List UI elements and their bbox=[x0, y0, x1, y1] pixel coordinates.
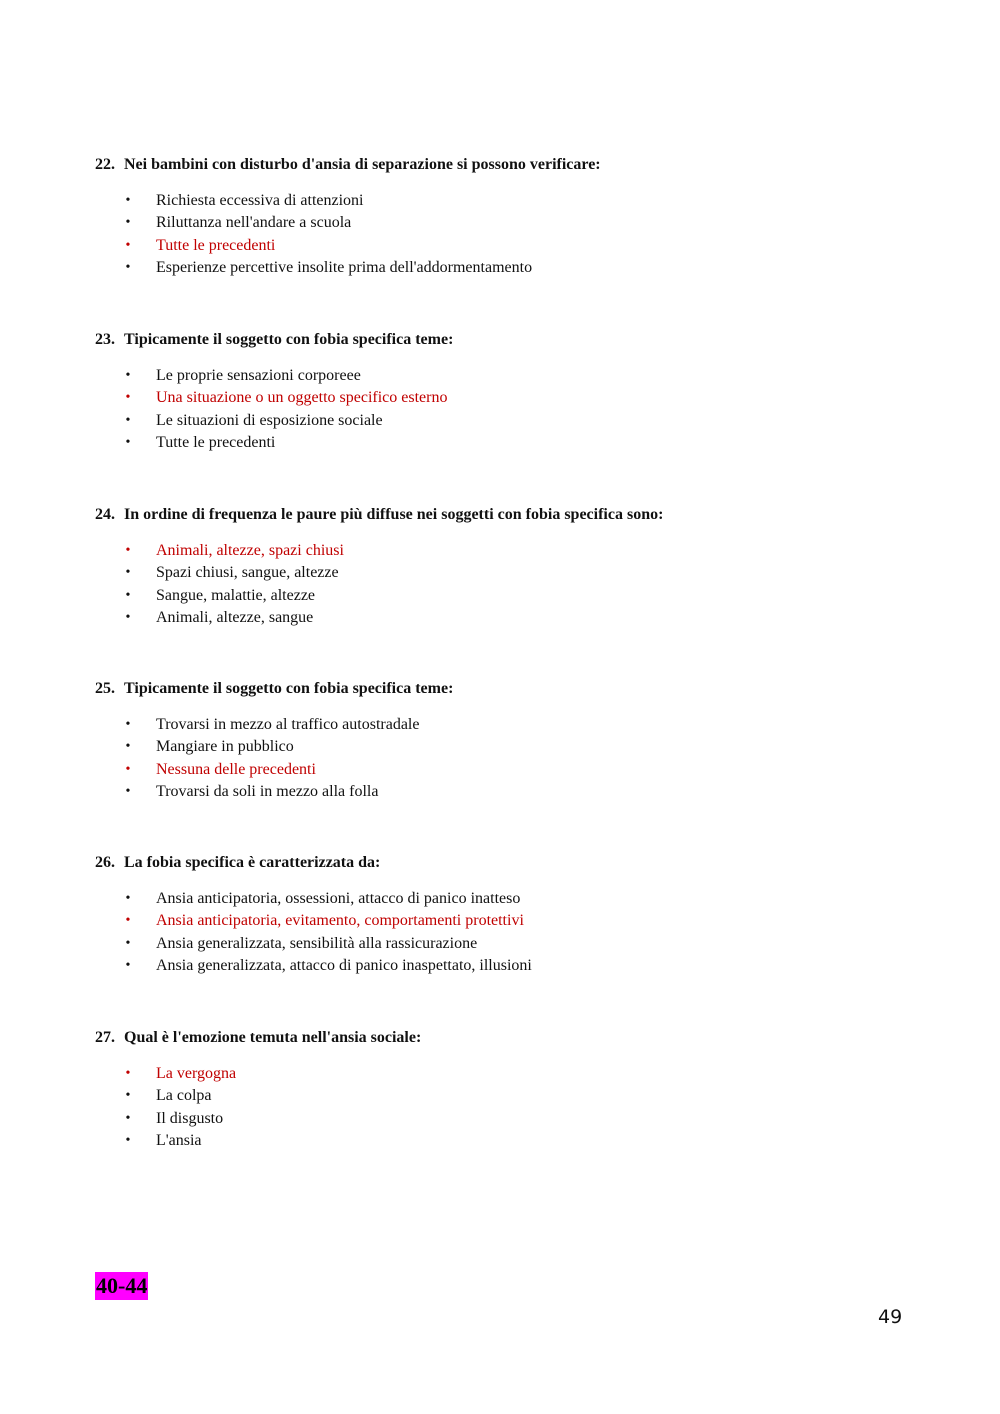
bullet-icon: • bbox=[125, 390, 131, 406]
answer-item-correct bbox=[95, 910, 915, 932]
question-text: Nei bambini con disturbo d'ansia di separazione si possono verificare: bbox=[124, 156, 601, 173]
question-number: 25. bbox=[95, 680, 115, 697]
answer-text: Nessuna delle precedenti bbox=[156, 760, 316, 778]
answer-item bbox=[95, 714, 915, 736]
question-title bbox=[95, 1028, 915, 1048]
bullet-icon: • bbox=[125, 783, 131, 799]
bullet-icon: • bbox=[125, 957, 131, 973]
page-number: 49 bbox=[878, 1306, 903, 1328]
question-number: 24. bbox=[95, 506, 115, 523]
answer-text: La vergogna bbox=[156, 1065, 237, 1082]
bullet-icon: • bbox=[125, 609, 131, 625]
answer-item bbox=[95, 955, 915, 977]
answer-item bbox=[95, 190, 915, 212]
answer-item bbox=[95, 736, 915, 758]
answer-item-correct bbox=[95, 235, 915, 257]
question-number: 23. bbox=[95, 331, 115, 348]
bullet-icon: • bbox=[125, 193, 131, 208]
question-title bbox=[95, 155, 915, 175]
bullet-icon: • bbox=[125, 565, 131, 581]
answer-text: Mangiare in pubblico bbox=[156, 738, 294, 756]
question-title bbox=[95, 505, 915, 525]
range-highlight-tag: 40-44 bbox=[96, 1273, 148, 1298]
bullet-icon: • bbox=[125, 259, 131, 275]
answer-list bbox=[95, 1063, 915, 1152]
question-24 bbox=[95, 505, 915, 629]
bullet-icon: • bbox=[125, 434, 131, 450]
bullet-icon: • bbox=[125, 913, 131, 929]
answer-text: Trovarsi da soli in mezzo alla folla bbox=[156, 782, 379, 800]
bullet-icon: • bbox=[125, 368, 131, 383]
answer-item bbox=[95, 562, 915, 584]
answer-item bbox=[95, 1130, 915, 1152]
question-title bbox=[95, 853, 915, 873]
answer-item-correct bbox=[95, 540, 915, 562]
bullet-icon: • bbox=[125, 1066, 131, 1081]
answer-list bbox=[95, 888, 915, 977]
question-number: 26. bbox=[95, 854, 115, 871]
answer-list bbox=[95, 365, 915, 454]
question-26 bbox=[95, 853, 915, 977]
answer-text: Spazi chiusi, sangue, altezze bbox=[156, 564, 339, 582]
question-text: La fobia specifica è caratterizzata da: bbox=[124, 854, 381, 871]
bullet-icon: • bbox=[125, 587, 131, 603]
bullet-icon: • bbox=[125, 1088, 131, 1104]
bullet-icon: • bbox=[125, 1132, 131, 1148]
answer-text: Il disgusto bbox=[156, 1109, 224, 1127]
bullet-icon: • bbox=[125, 1110, 131, 1126]
answer-item-correct bbox=[95, 759, 915, 781]
answer-item-correct bbox=[95, 1063, 915, 1085]
answer-item bbox=[95, 888, 915, 910]
answer-text: Una situazione o un oggetto specifico esterno bbox=[156, 389, 448, 407]
answer-text: Animali, altezze, sangue bbox=[156, 608, 314, 626]
answer-item bbox=[95, 607, 915, 629]
answer-text: La colpa bbox=[156, 1087, 212, 1105]
answer-item bbox=[95, 365, 915, 387]
bullet-icon: • bbox=[125, 412, 131, 428]
question-title bbox=[95, 330, 915, 350]
bullet-icon: • bbox=[125, 891, 131, 906]
question-number: 22. bbox=[95, 156, 115, 173]
bullet-icon: • bbox=[125, 739, 131, 755]
answer-text: Riluttanza nell'andare a scuola bbox=[156, 214, 352, 232]
answer-text: Animali, altezze, spazi chiusi bbox=[156, 542, 344, 559]
question-text: Tipicamente il soggetto con fobia specifica teme: bbox=[124, 680, 454, 697]
answer-text: Richiesta eccessiva di attenzioni bbox=[156, 192, 364, 209]
question-27 bbox=[95, 1028, 915, 1152]
bullet-icon: • bbox=[125, 543, 131, 558]
question-22 bbox=[95, 155, 915, 279]
answer-text: Ansia generalizzata, attacco di panico inaspettato, illusioni bbox=[156, 956, 532, 974]
answer-item bbox=[95, 585, 915, 607]
question-25 bbox=[95, 679, 915, 803]
answer-list bbox=[95, 190, 915, 279]
answer-item bbox=[95, 257, 915, 279]
question-text: Tipicamente il soggetto con fobia specifica teme: bbox=[124, 331, 454, 348]
question-title bbox=[95, 679, 915, 699]
answer-text: Ansia anticipatoria, ossessioni, attacco di panico inatteso bbox=[156, 890, 521, 907]
answer-text: Sangue, malattie, altezze bbox=[156, 586, 316, 604]
answer-text: Tutte le precedenti bbox=[156, 236, 276, 254]
bullet-icon: • bbox=[125, 935, 131, 951]
question-23 bbox=[95, 330, 915, 454]
answer-text: Trovarsi in mezzo al traffico autostradale bbox=[156, 716, 420, 733]
answer-item bbox=[95, 1108, 915, 1130]
question-text: Qual è l'emozione temuta nell'ansia sociale: bbox=[124, 1029, 422, 1046]
answer-item bbox=[95, 1085, 915, 1107]
answer-list bbox=[95, 714, 915, 803]
bullet-icon: • bbox=[125, 717, 131, 732]
answer-text: Ansia generalizzata, sensibilità alla rassicurazione bbox=[156, 934, 478, 952]
bullet-icon: • bbox=[125, 237, 131, 253]
question-text: In ordine di frequenza le paure più diffuse nei soggetti con fobia specifica sono: bbox=[124, 506, 664, 523]
answer-item bbox=[95, 410, 915, 432]
bullet-icon: • bbox=[125, 215, 131, 231]
answer-item bbox=[95, 933, 915, 955]
answer-item bbox=[95, 432, 915, 454]
answer-text: Le situazioni di esposizione sociale bbox=[156, 411, 383, 429]
answer-item bbox=[95, 781, 915, 803]
answer-text: Le proprie sensazioni corporeee bbox=[156, 367, 361, 384]
bullet-icon: • bbox=[125, 761, 131, 777]
answer-text: L'ansia bbox=[156, 1131, 202, 1149]
answer-list bbox=[95, 540, 915, 629]
answer-item-correct bbox=[95, 387, 915, 409]
answer-text: Esperienze percettive insolite prima dell'addormentamento bbox=[156, 258, 533, 276]
answer-text: Ansia anticipatoria, evitamento, comportamenti protettivi bbox=[156, 912, 524, 930]
answer-text: Tutte le precedenti bbox=[156, 433, 276, 451]
question-number: 27. bbox=[95, 1029, 115, 1046]
answer-item bbox=[95, 212, 915, 234]
